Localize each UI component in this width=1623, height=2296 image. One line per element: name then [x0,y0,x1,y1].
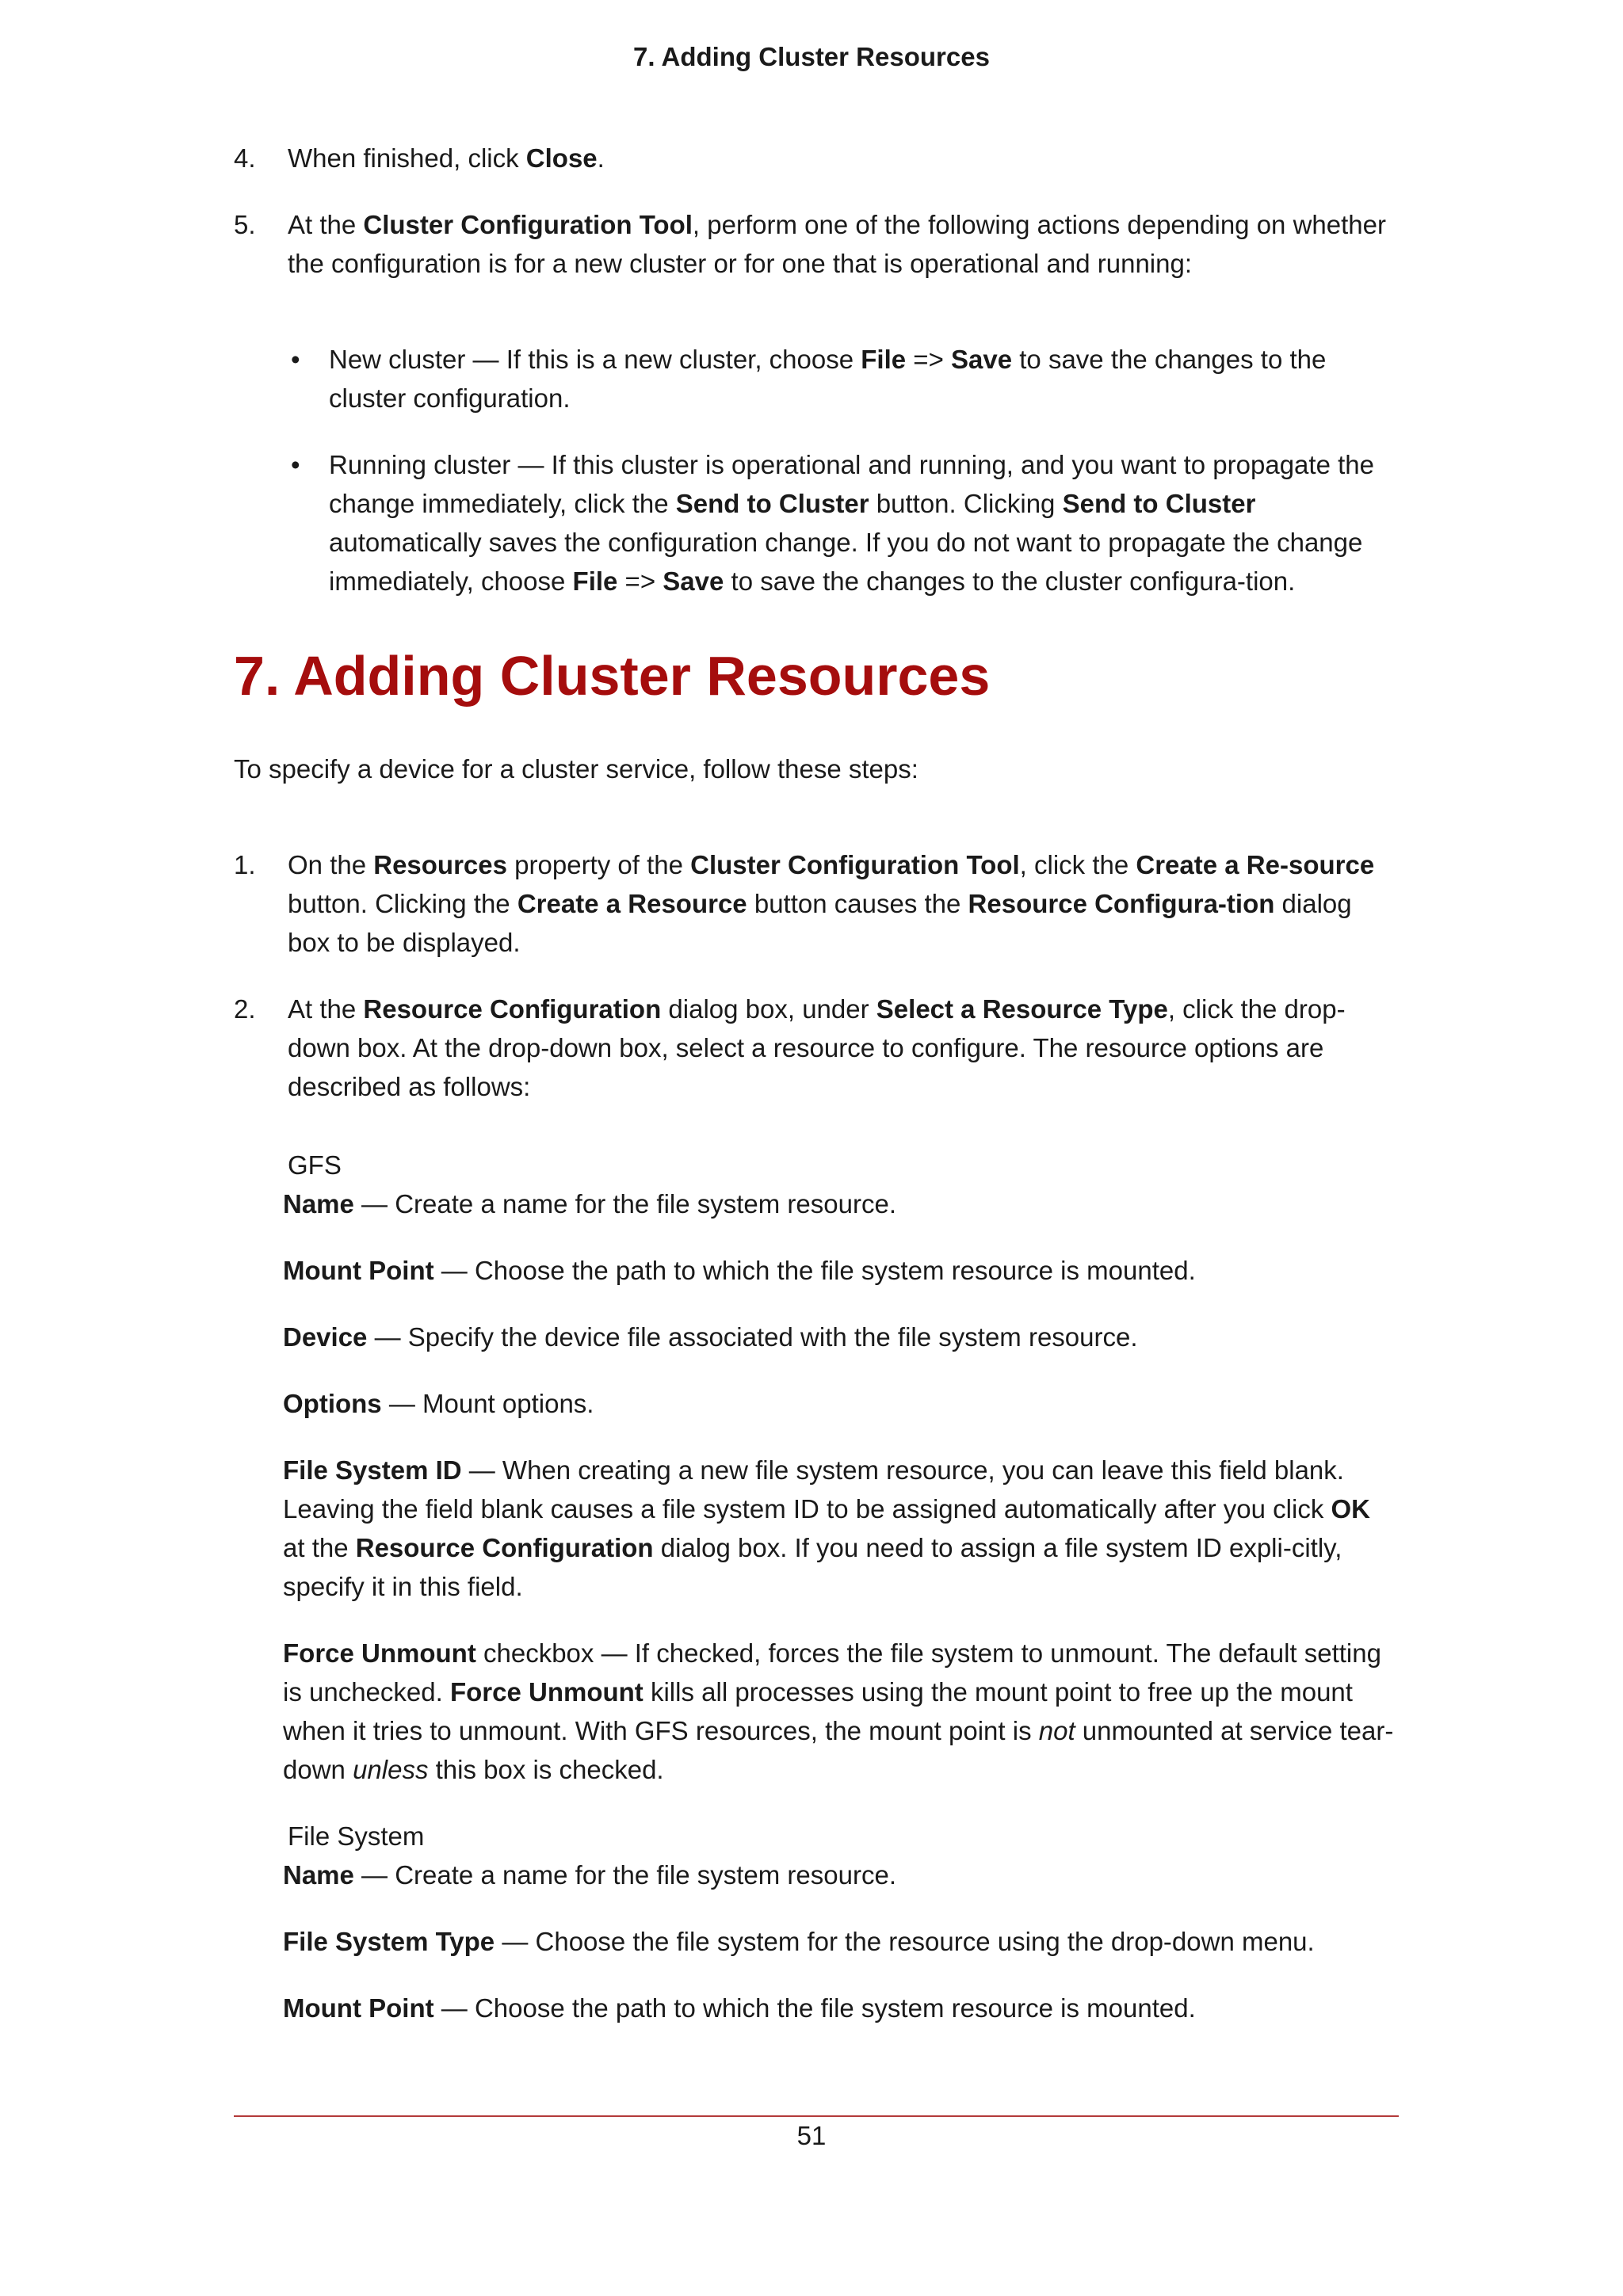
fs-mount-point-option: Mount Point — Choose the path to which the file system resource is mounted. [283,1993,1196,2023]
bullet-new-cluster: • New cluster — If this is a new cluster, choose File => Save to save the changes to the cluster configuration. [234,340,1399,418]
page-number: 51 [796,2121,827,2150]
resource-steps [234,845,1399,1106]
step-number: 5. [234,210,256,239]
close-term: Close [525,143,598,173]
gfs-mount-point-option: Mount Point — Choose the path to which the file system resource is mounted. [283,1256,1196,1285]
bullet-glyph: • [291,345,300,374]
bullet-glyph: • [291,450,300,479]
fs-name-option: Name — Create a name for the file system resource. [283,1860,896,1890]
step-number: 1. [234,850,256,879]
gfs-file-system-id-option: File System ID — When creating a new file system resource, you can leave this field blank. Leaving the field blank causes a file system ID to be assigned automatically after you click OK at the Resource Configuration dialog box. If you need to assign a file system ID expli-citly, specify it in this field. [283,1455,1371,1601]
save-options-list [288,340,1399,601]
gfs-name-option: Name — Create a name for the file system resource. [283,1189,896,1219]
bullet-running-cluster: • Running cluster — If this cluster is operational and running, and you want to propagate the change immediately, click the Send to Cluster button. Clicking Send to Cluster automatically saves the configuration change. If you do not want to propagate the change immediately, choose File => Save to save the changes to the cluster configura-tion. [234,445,1399,601]
step-number: 4. [234,143,256,173]
gfs-device-option: Device — Specify the device file associated with the file system resource. [283,1322,1138,1352]
section-heading: 7. Adding Cluster Resources [234,645,991,707]
step-5: 5. At the Cluster Configuration Tool, perform one of the following actions depending on whether the configuration is for a new cluster or for one that is operational and running: • New cluster — If this is a new cluster, choose File => Save to save the changes to the cluster configuration. • Running cluster — If this cluster is operational and running, and you want to propagate the change immediately, click the Send to Cluster button. Clicking Send to Cluster automatically saves the configuration change. If you do not want to propagate the change immediately, choose File => Save to save the changes to the cluster configura-tion. [234,205,1399,601]
gfs-force-unmount-option: Force Unmount checkbox — If checked, forces the file system to unmount. The default setting is unchecked. Force Unmount kills all processes using the mount point to free up the mount when it tries to unmount. With GFS resources, the mount point is not unmounted at service tear-down unless this box is checked. [283,1638,1394,1784]
page-content [234,139,1399,2055]
fs-type-option: File System Type — Choose the file system for the resource using the drop-down menu. [283,1927,1315,1956]
step-number: 2. [234,994,256,1024]
cluster-config-tool-term: Cluster Configuration Tool [363,210,693,239]
step-1: 1. On the Resources property of the Cluster Configuration Tool, click the Create a Re-source button. Clicking the Create a Resource button causes the Resource Configura-tion dialog box to be displayed. [234,845,1399,962]
step-4: 4. When finished, click Close. [234,139,1399,177]
footer-rule [234,2115,1399,2117]
gfs-group-title: GFS [288,1150,342,1180]
running-header: 7. Adding Cluster Resources [633,42,990,71]
gfs-options-option: Options — Mount options. [283,1389,594,1418]
section-intro: To specify a device for a cluster service, follow these steps: [234,754,918,784]
file-system-group-title: File System [288,1821,425,1851]
step-2: 2. At the Resource Configuration dialog box, under Select a Resource Type, click the drop-down box. At the drop-down box, select a resource to configure. The resource options are described as follows: [234,990,1399,1106]
